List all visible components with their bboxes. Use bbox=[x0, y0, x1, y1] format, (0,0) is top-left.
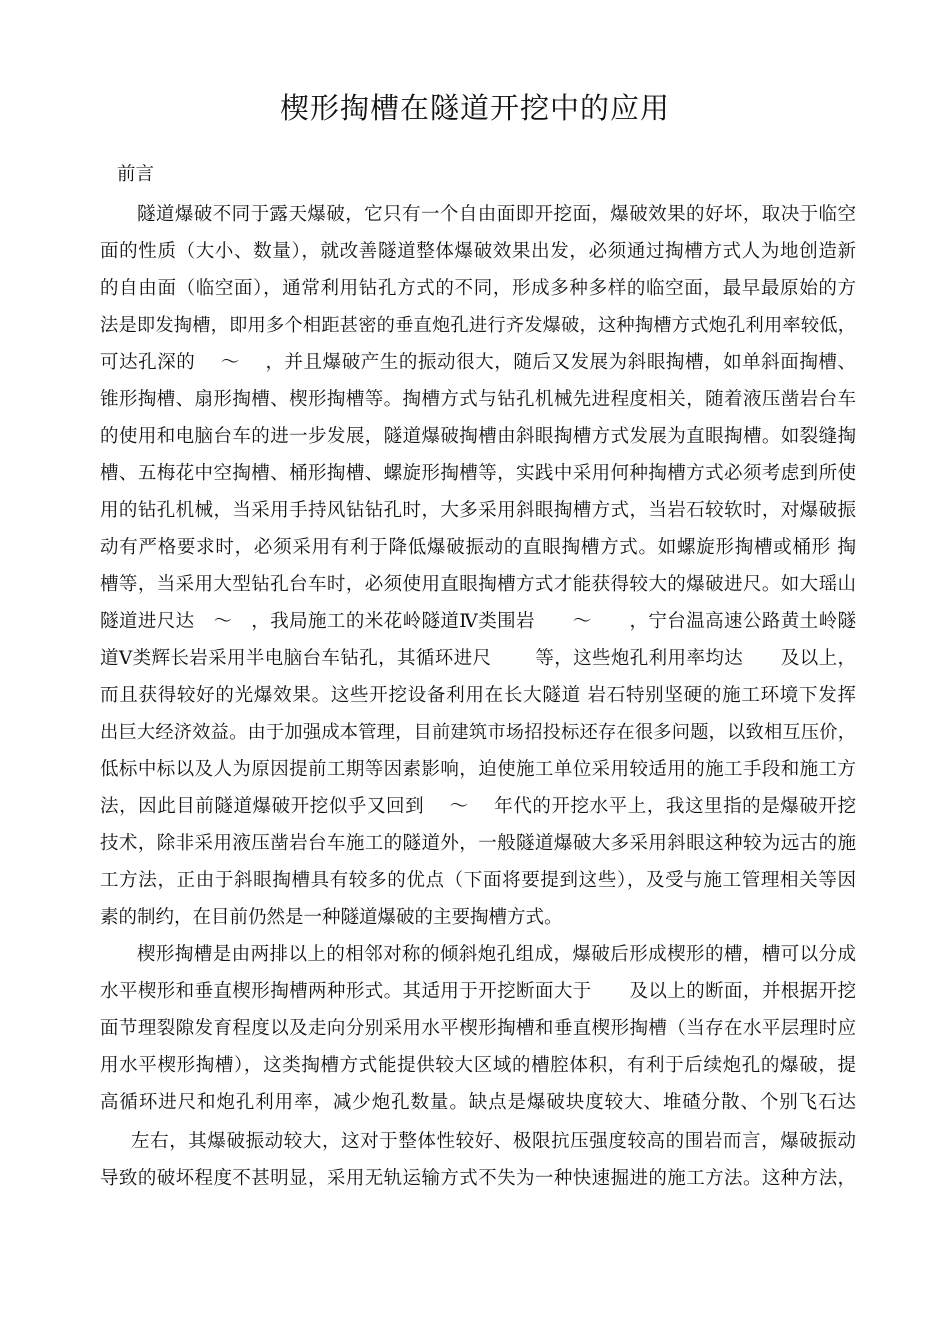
paragraph-line: 出巨大经济效益。由于加强成本管理，目前建筑市场招投标还存在很多问题，以致相互压价， bbox=[100, 722, 856, 743]
paragraph-line: 高循环进尺和炮孔利用率，减少炮孔数量。缺点是爆破块度较大、堆碴分散、个别飞石达 bbox=[100, 1092, 856, 1113]
paragraph-line: 法是即发掏槽，即用多个相距甚密的垂直炮孔进行齐发爆破，这种掏槽方式炮孔利用率较低， bbox=[100, 315, 856, 336]
paragraph-line: 左右，其爆破振动较大，这对于整体性较好、极限抗压强度较高的围岩而言，爆破振动 bbox=[131, 1131, 856, 1152]
paragraph-line: 道Ⅴ类辉长岩采用半电脑台车钻孔，其循环进尺 等，这些炮孔利用率均达 及以上， bbox=[100, 648, 856, 669]
paragraph-line: 面节理裂隙发育程度以及走向分别采用水平楔形掏槽和垂直楔形掏槽（当存在水平层理时应 bbox=[100, 1018, 856, 1039]
paragraph-line: 法，因此目前隧道爆破开挖似乎又回到 ～ 年代的开挖水平上，我这里指的是爆破开挖 bbox=[100, 796, 856, 817]
paragraph-line: 面的性质（大小、数量），就改善隧道整体爆破效果出发，必须通过掏槽方式人为地创造新 bbox=[100, 241, 856, 262]
paragraph-line: 而且获得较好的光爆效果。这些开挖设备利用在长大隧道 岩石特别坚硬的施工环境下发挥 bbox=[100, 685, 856, 706]
paragraph-line: 隧道爆破不同于露天爆破，它只有一个自由面即开挖面，爆破效果的好坏，取决于临空 bbox=[137, 204, 856, 225]
paragraph-line: 的自由面（临空面），通常利用钻孔方式的不同，形成多种多样的临空面，最早最原始的方 bbox=[100, 278, 856, 299]
paragraph-line: 水平楔形和垂直楔形掏槽两种形式。其适用于开挖断面大于 及以上的断面，并根据开挖 bbox=[100, 981, 856, 1002]
paragraph-line: 可达孔深的 ～ ，并且爆破产生的振动很大，随后又发展为斜眼掏槽，如单斜面掏槽、 bbox=[100, 352, 856, 373]
paragraph-line: 槽等，当采用大型钻孔台车时，必须使用直眼掏槽方式才能获得较大的爆破进尺。如大瑶山 bbox=[100, 574, 856, 595]
paragraph-line: 工方法，正由于斜眼掏槽具有较多的优点（下面将要提到这些），及受与施工管理相关等因 bbox=[100, 870, 856, 891]
paragraph-line: 锥形掏槽、扇形掏槽、楔形掏槽等。掏槽方式与钻孔机械先进程度相关，随着液压凿岩台车 bbox=[100, 389, 856, 410]
paragraph-line: 槽、五梅花中空掏槽、桶形掏槽、螺旋形掏槽等，实践中采用何种掏槽方式必须考虑到所使 bbox=[100, 463, 856, 484]
section-heading: 前言 bbox=[117, 164, 155, 185]
paragraph-line: 导致的破坏程度不甚明显，采用无轨运输方式不失为一种快速掘进的施工方法。这种方法， bbox=[100, 1168, 856, 1189]
paragraph-line: 技术，除非采用液压凿岩台车施工的隧道外，一般隧道爆破大多采用斜眼这种较为远古的施 bbox=[100, 833, 856, 854]
paragraph-line: 动有严格要求时，必须采用有利于降低爆破振动的直眼掏槽方式。如螺旋形掏槽或桶形 掏 bbox=[100, 537, 856, 558]
paragraph-line: 用水平楔形掏槽），这类掏槽方式能提供较大区域的槽腔体积，有利于后续炮孔的爆破，提 bbox=[100, 1055, 856, 1076]
document-title: 楔形掏槽在隧道开挖中的应用 bbox=[279, 91, 670, 125]
paragraph-line: 低标中标以及人为原因提前工期等因素影响，迫使施工单位采用较适用的施工手段和施工方 bbox=[100, 759, 856, 780]
paragraph-line: 的使用和电脑台车的进一步发展，隧道爆破掏槽由斜眼掏槽方式发展为直眼掏槽。如裂缝掏 bbox=[100, 426, 856, 447]
paragraph-line: 素的制约，在目前仍然是一种隧道爆破的主要掏槽方式。 bbox=[100, 907, 563, 928]
paragraph-line: 楔形掏槽是由两排以上的相邻对称的倾斜炮孔组成，爆破后形成楔形的槽，槽可以分成 bbox=[137, 944, 856, 965]
paragraph-line: 用的钻孔机械，当采用手持风钻钻孔时，大多采用斜眼掏槽方式，当岩石较软时，对爆破振 bbox=[100, 500, 856, 521]
paragraph-line: 隧道进尺达 ～ ，我局施工的米花岭隧道Ⅳ类围岩 ～ ，宁台温高速公路黄土岭隧 bbox=[100, 611, 856, 632]
